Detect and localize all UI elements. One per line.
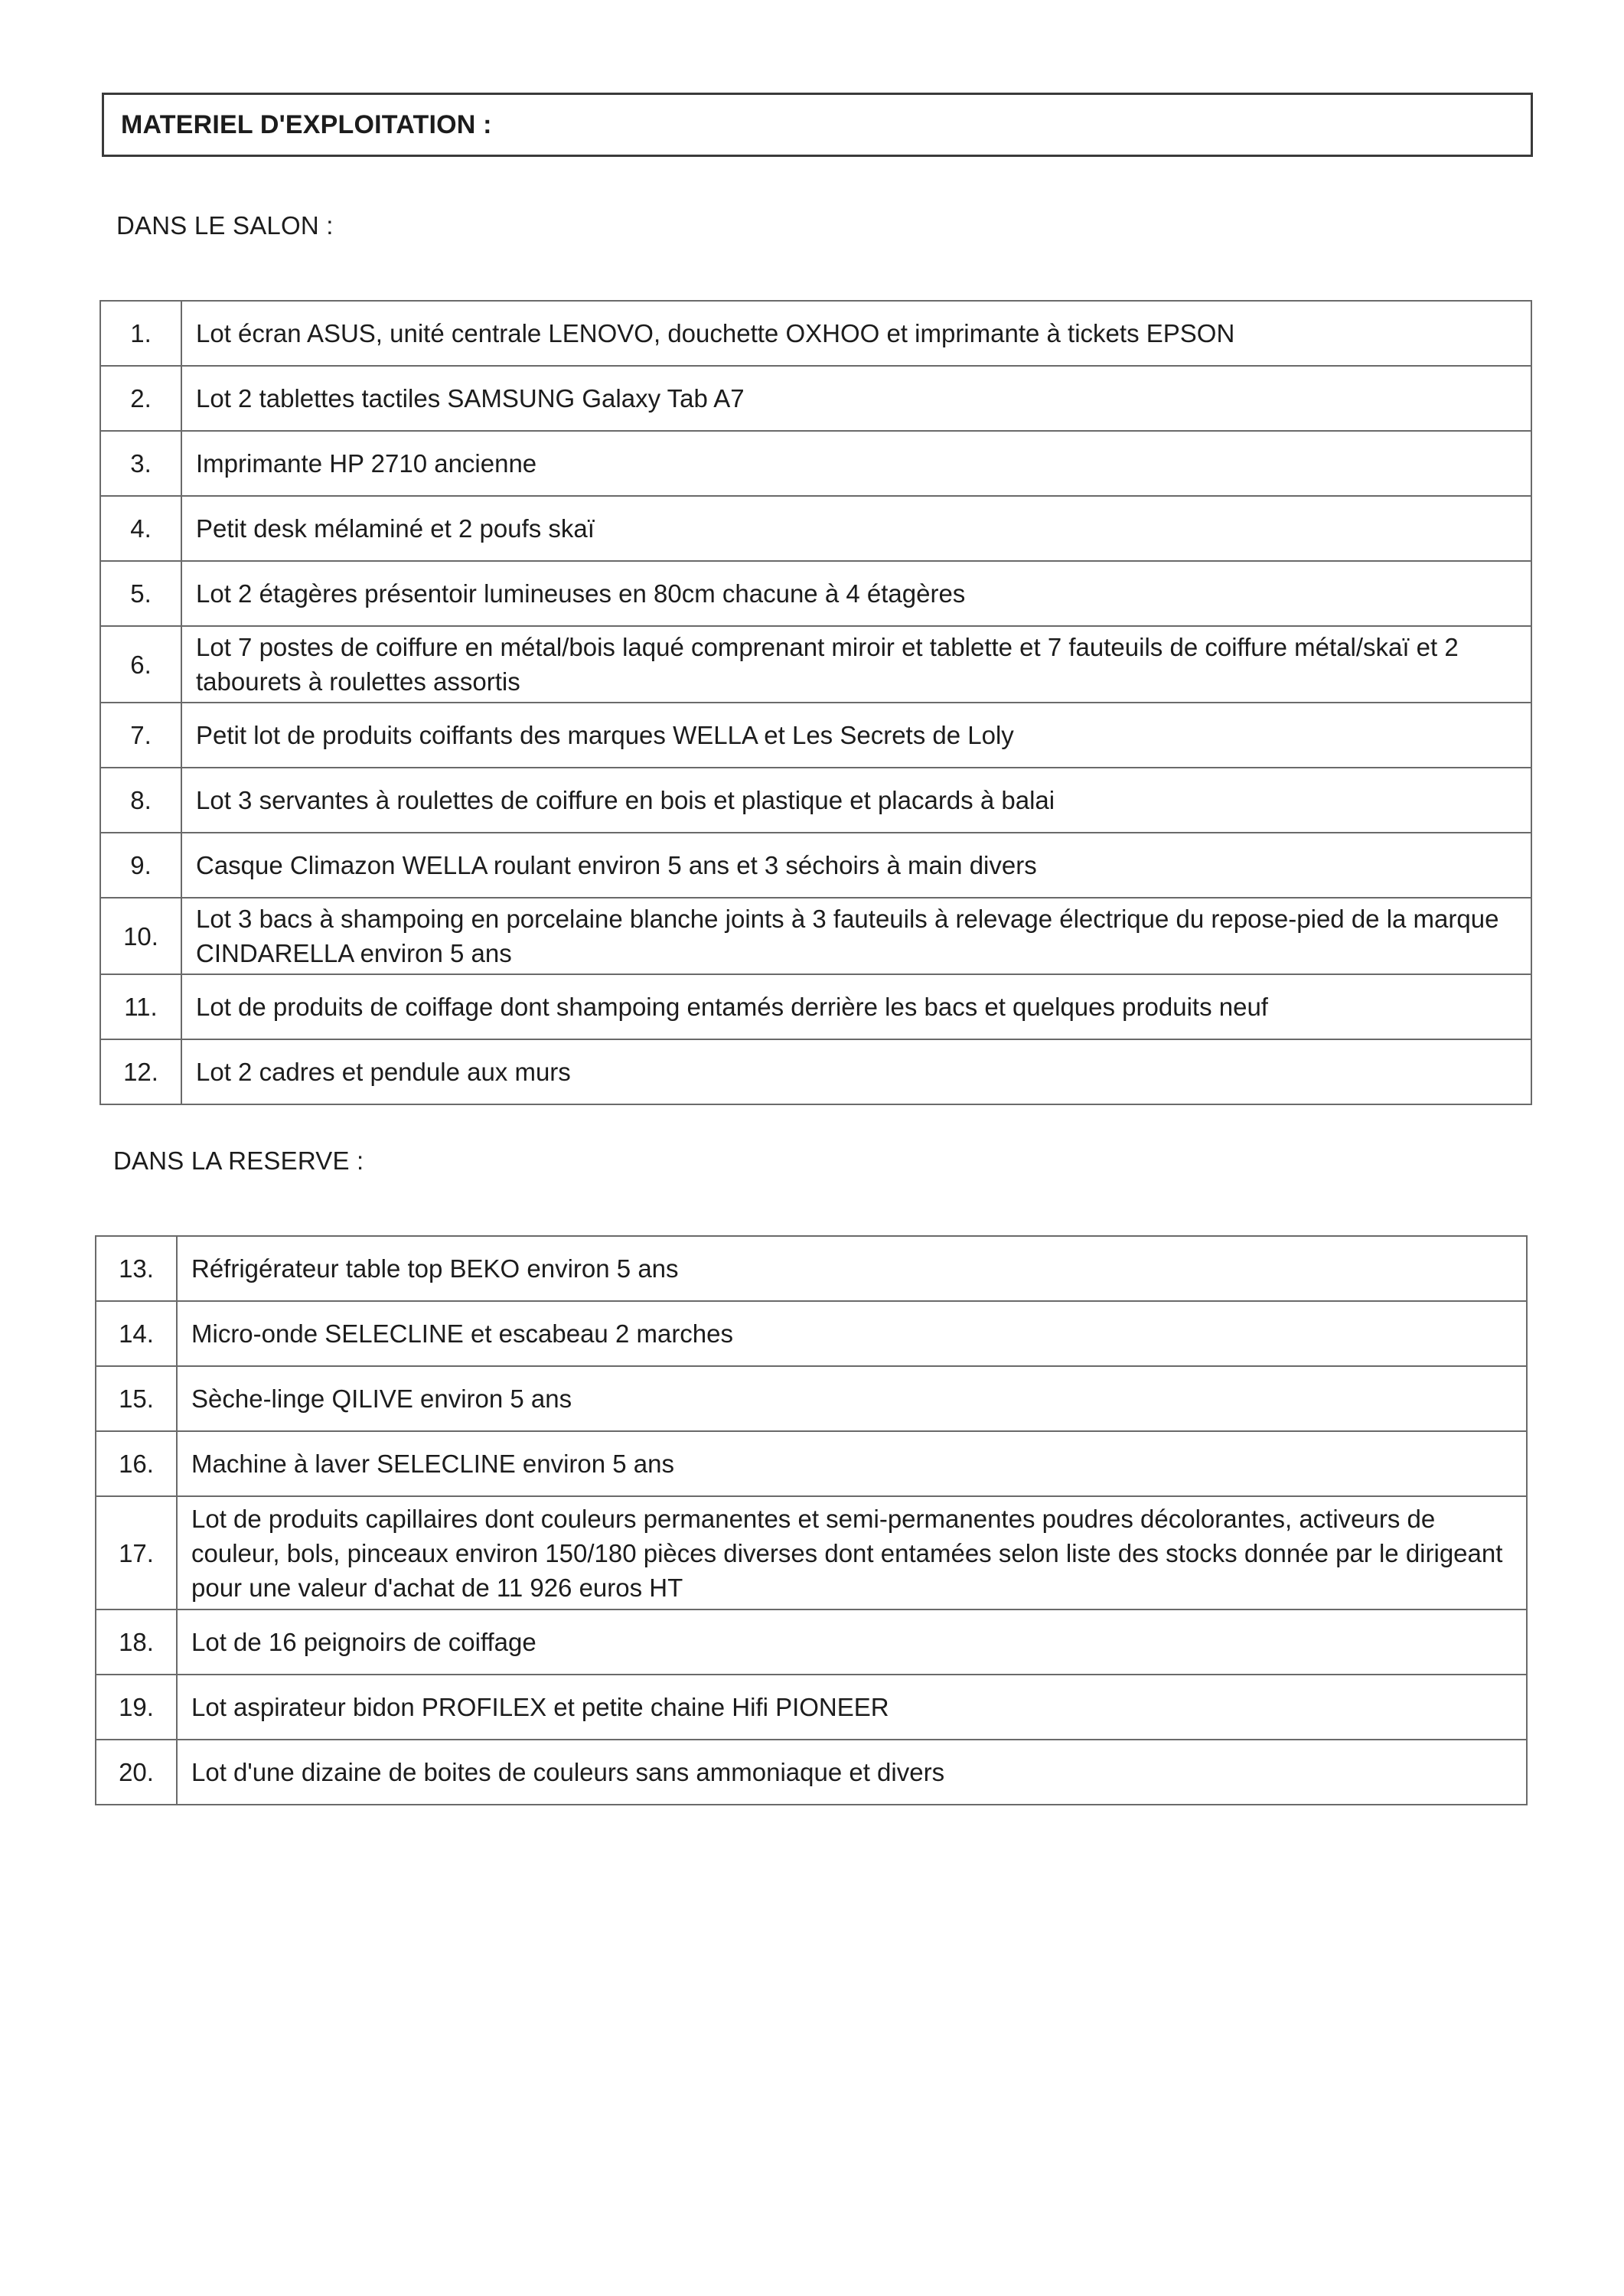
lot-number: 3. [100, 431, 181, 496]
lot-number: 13. [96, 1236, 177, 1301]
lot-number: 2. [100, 366, 181, 431]
table-row [100, 626, 1531, 703]
table-row [100, 301, 1531, 366]
lot-description: Sèche-linge QILIVE environ 5 ans [177, 1366, 1527, 1431]
table-row [96, 1301, 1527, 1366]
lot-description: Lot 2 cadres et pendule aux murs [181, 1039, 1531, 1104]
lot-number: 16. [96, 1431, 177, 1496]
table-row [96, 1740, 1527, 1805]
lot-description: Lot 7 postes de coiffure en métal/bois laqué comprenant miroir et tablette et 7 fauteuils de coiffure métal/skaï et 2 tabourets à roulettes assortis [181, 626, 1531, 703]
table-row [100, 561, 1531, 626]
lot-description: Petit lot de produits coiffants des marques WELLA et Les Secrets de Loly [181, 703, 1531, 768]
table-row [100, 1039, 1531, 1104]
lot-description: Lot 3 servantes à roulettes de coiffure en bois et plastique et placards à balai [181, 768, 1531, 833]
lot-number: 18. [96, 1609, 177, 1675]
lot-number: 8. [100, 768, 181, 833]
lot-number: 15. [96, 1366, 177, 1431]
table-row [96, 1366, 1527, 1431]
table-row [100, 703, 1531, 768]
lot-description: Micro-onde SELECLINE et escabeau 2 marches [177, 1301, 1527, 1366]
lot-number: 7. [100, 703, 181, 768]
salon-inventory-table [99, 300, 1532, 1105]
lot-description: Casque Climazon WELLA roulant environ 5 ans et 3 séchoirs à main divers [181, 833, 1531, 898]
table-row [96, 1496, 1527, 1609]
lot-number: 20. [96, 1740, 177, 1805]
table-row [100, 898, 1531, 974]
lot-number: 14. [96, 1301, 177, 1366]
table-row [100, 366, 1531, 431]
table-row [100, 431, 1531, 496]
table-row [96, 1675, 1527, 1740]
lot-number: 9. [100, 833, 181, 898]
lot-description: Réfrigérateur table top BEKO environ 5 ans [177, 1236, 1527, 1301]
table-row [100, 768, 1531, 833]
lot-number: 1. [100, 301, 181, 366]
table-row [96, 1609, 1527, 1675]
lot-description: Machine à laver SELECLINE environ 5 ans [177, 1431, 1527, 1496]
lot-description: Lot de produits capillaires dont couleurs permanentes et semi-permanentes poudres décolorantes, activeurs de couleur, bols, pinceaux environ 150/180 pièces diverses dont entamées selon liste des stocks donnée par le dirigeant pour une valeur d'achat de 11 926 euros HT [177, 1496, 1527, 1609]
document-heading: MATERIEL D'EXPLOITATION : [121, 109, 492, 139]
table-row [100, 974, 1531, 1039]
lot-description: Imprimante HP 2710 ancienne [181, 431, 1531, 496]
lot-description: Lot de 16 peignoirs de coiffage [177, 1609, 1527, 1675]
lot-number: 12. [100, 1039, 181, 1104]
lot-description: Lot 2 tablettes tactiles SAMSUNG Galaxy Tab A7 [181, 366, 1531, 431]
lot-number: 19. [96, 1675, 177, 1740]
section-heading-salon: DANS LE SALON : [116, 211, 334, 240]
lot-number: 10. [100, 898, 181, 974]
lot-number: 6. [100, 626, 181, 703]
lot-description: Lot aspirateur bidon PROFILEX et petite chaine Hifi PIONEER [177, 1675, 1527, 1740]
lot-description: Lot écran ASUS, unité centrale LENOVO, douchette OXHOO et imprimante à tickets EPSON [181, 301, 1531, 366]
table-row [96, 1431, 1527, 1496]
lot-number: 4. [100, 496, 181, 561]
lot-description: Lot 2 étagères présentoir lumineuses en 80cm chacune à 4 étagères [181, 561, 1531, 626]
lot-number: 5. [100, 561, 181, 626]
lot-description: Lot d'une dizaine de boites de couleurs sans ammoniaque et divers [177, 1740, 1527, 1805]
lot-description: Lot 3 bacs à shampoing en porcelaine blanche joints à 3 fauteuils à relevage électrique du repose-pied de la marque CINDARELLA environ 5 ans [181, 898, 1531, 974]
table-row [100, 496, 1531, 561]
lot-number: 17. [96, 1496, 177, 1609]
reserve-inventory-table [95, 1235, 1528, 1805]
table-row [100, 833, 1531, 898]
title-box [102, 93, 1533, 157]
lot-description: Lot de produits de coiffage dont shampoing entamés derrière les bacs et quelques produits neuf [181, 974, 1531, 1039]
lot-number: 11. [100, 974, 181, 1039]
section-heading-reserve: DANS LA RESERVE : [113, 1146, 364, 1175]
table-row [96, 1236, 1527, 1301]
lot-description: Petit desk mélaminé et 2 poufs skaï [181, 496, 1531, 561]
